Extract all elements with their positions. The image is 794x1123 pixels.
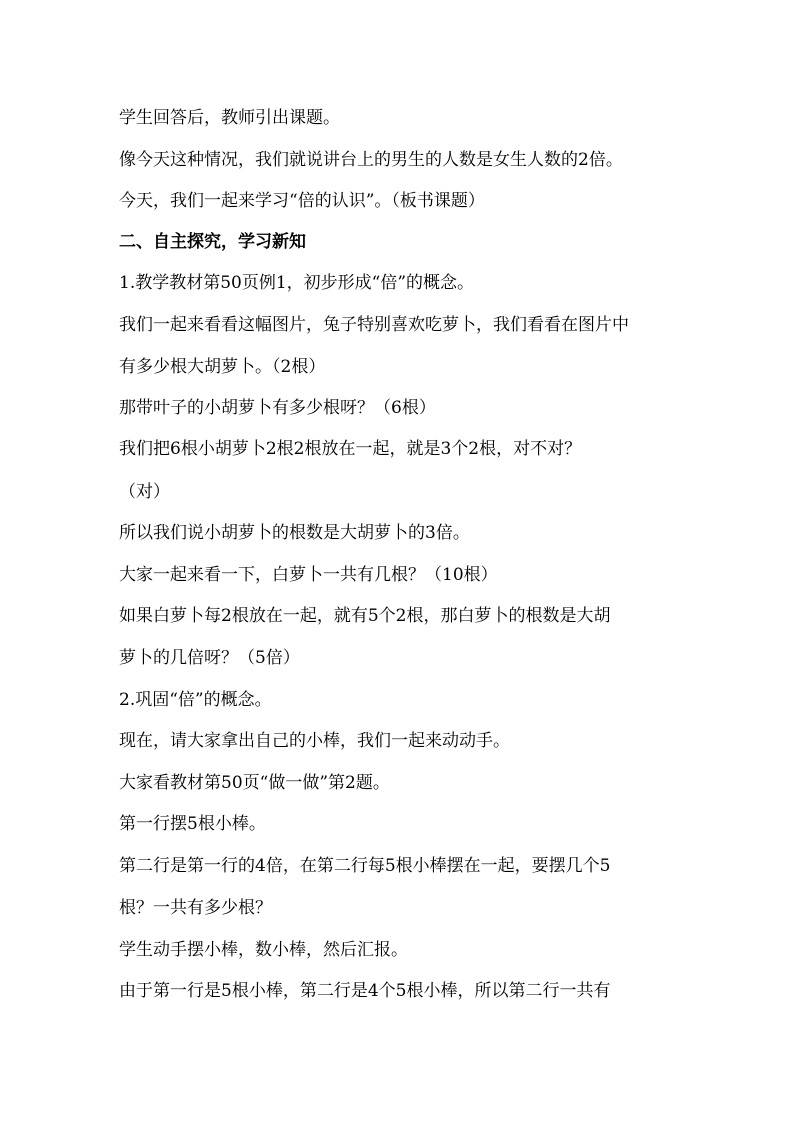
paragraph-line: 我们一起来看看这幅图片，兔子特别喜欢吃萝卜，我们看看在图片中 [119, 315, 629, 335]
paragraph-line: 萝卜的几倍呀？（5倍） [119, 648, 300, 668]
paragraph-line: 学生动手摆小棒，数小棒，然后汇报。 [119, 940, 408, 960]
paragraph-line: 如果白萝卜每2根放在一起，就有5个2根，那白萝卜的根数是大胡 [119, 606, 611, 626]
paragraph-line: 今天，我们一起来学习“倍的认识”。（板书课题） [119, 191, 485, 211]
paragraph-line: 所以我们说小胡萝卜的根数是大胡萝卜的3倍。 [119, 523, 470, 543]
paragraph-line: 像今天这种情况，我们就说讲台上的男生的人数是女生人数的2倍。 [119, 150, 623, 170]
paragraph-line: 学生回答后，教师引出课题。 [119, 108, 340, 128]
paragraph-line: 1.教学教材第50页例1，初步形成“倍”的概念。 [119, 273, 475, 293]
section-heading: 二、自主探究，学习新知 [119, 232, 306, 252]
paragraph-line: 我们把6根小胡萝卜2根2根放在一起，就是3个2根，对不对？ [119, 439, 582, 459]
paragraph-line: 大家一起来看一下，白萝卜一共有几根？（10根） [119, 565, 498, 585]
paragraph-line: 现在，请大家拿出自己的小棒，我们一起来动动手。 [119, 731, 510, 751]
paragraph-line: 第二行是第一行的4倍，在第二行每5根小棒摆在一起，要摆几个5 [119, 856, 611, 876]
paragraph-line: 2.巩固“倍”的概念。 [119, 690, 272, 710]
paragraph-line: 那带叶子的小胡萝卜有多少根呀？（6根） [119, 398, 436, 418]
paragraph-line: 第一行摆5根小棒。 [119, 814, 266, 834]
paragraph-line: 由于第一行是5根小棒，第二行是4个5根小棒，所以第二行一共有 [119, 981, 611, 1001]
paragraph-line: 有多少根大胡萝卜。（2根） [119, 357, 326, 377]
paragraph-line: （对） [119, 482, 170, 502]
paragraph-line: 根？一共有多少根？ [119, 898, 272, 918]
paragraph-line: 大家看教材第50页“做一做”第2题。 [119, 773, 390, 793]
